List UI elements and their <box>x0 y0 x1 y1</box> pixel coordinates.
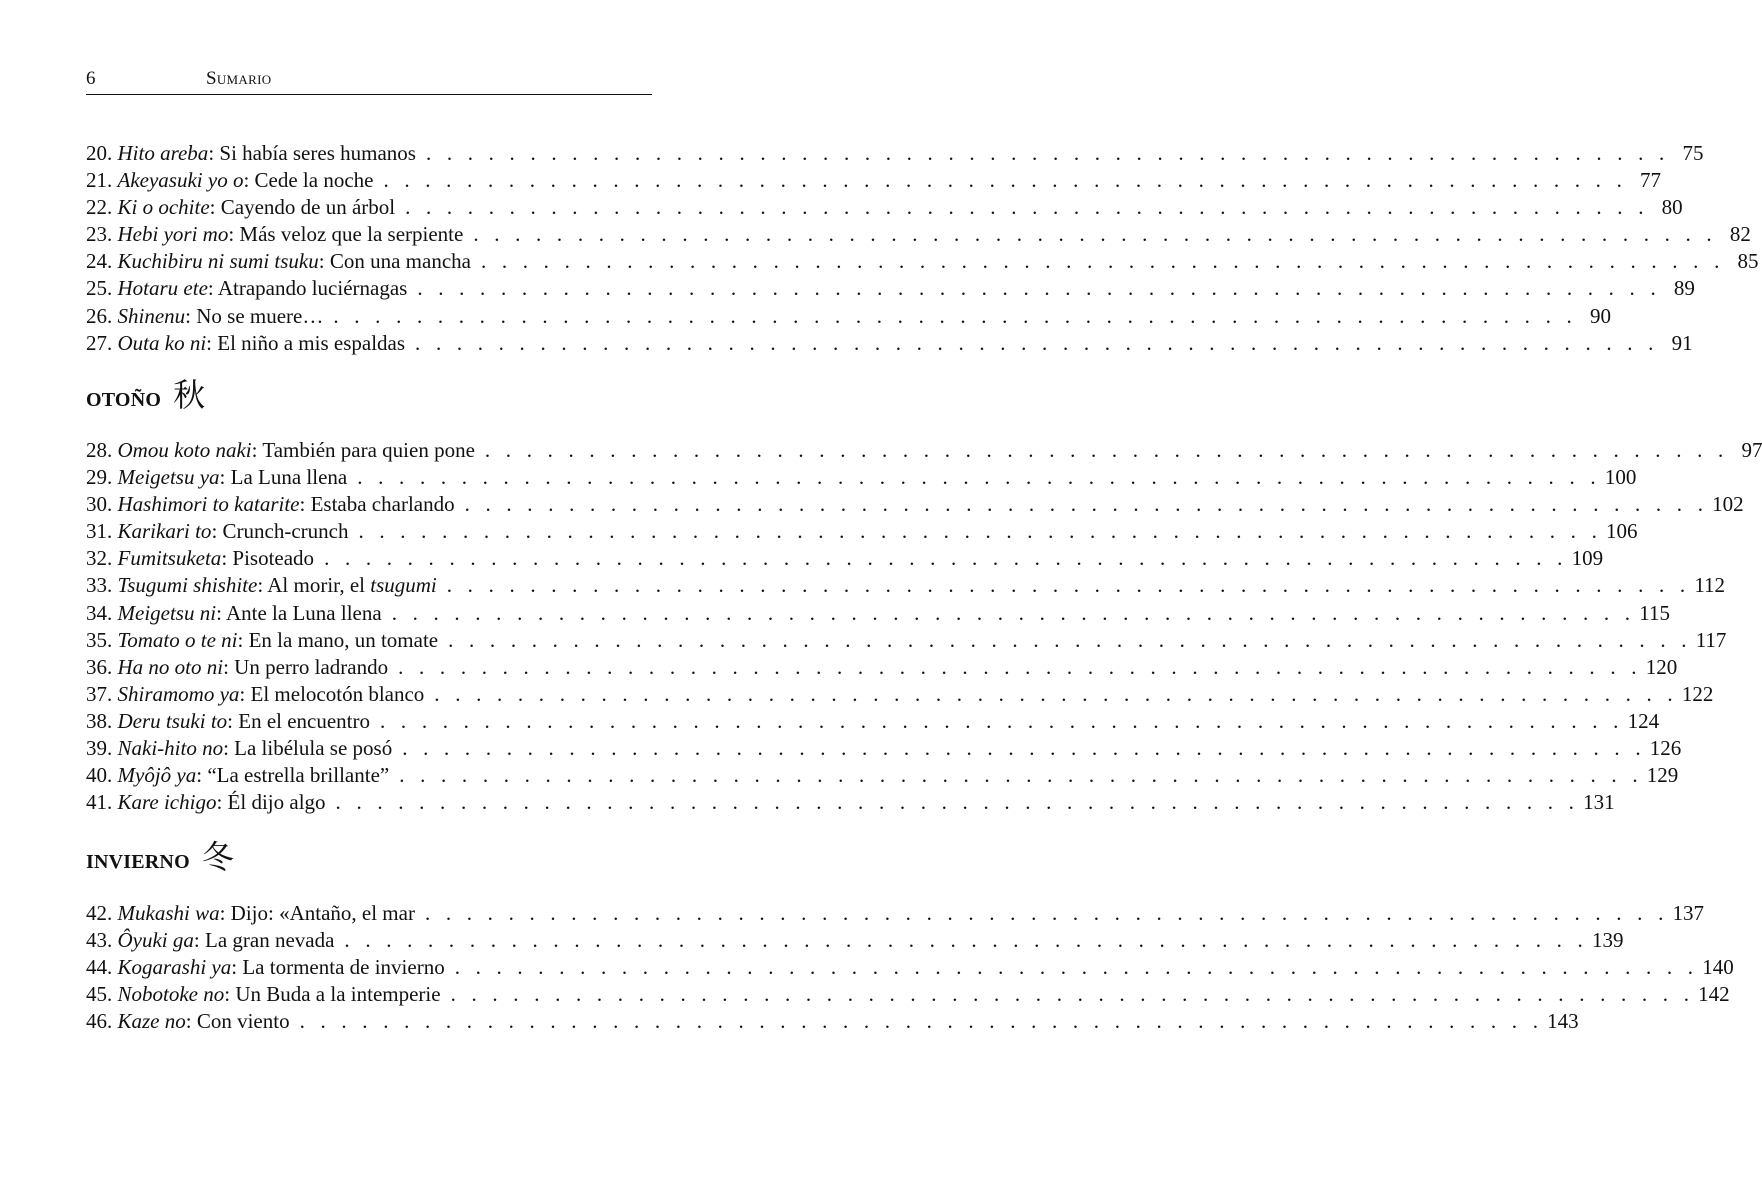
entry-spanish-title: : “La estrella brillante” <box>196 763 390 788</box>
entry-number: 25. <box>86 276 118 301</box>
entry-number: 46. <box>86 1009 118 1034</box>
entry-japanese-title: Meigetsu ni <box>117 600 217 625</box>
toc-entry[interactable] <box>86 221 1751 248</box>
toc-entry[interactable] <box>86 464 1637 491</box>
toc-entry[interactable] <box>86 572 1726 599</box>
entry-spanish-title: : Si había seres humanos <box>208 141 416 165</box>
section-heading-otono <box>86 370 205 416</box>
entry-page-number: 102 <box>1712 492 1744 517</box>
toc-entry-title <box>86 708 370 735</box>
entry-japanese-title: Hito areba <box>117 141 209 165</box>
toc-entry-title <box>86 735 392 762</box>
toc-entry-title <box>86 900 415 927</box>
entry-page-number: 90 <box>1589 303 1611 328</box>
entry-page-number: 100 <box>1604 465 1637 490</box>
entry-page-number: 129 <box>1646 763 1679 788</box>
entry-number: 21. <box>86 168 118 193</box>
dot-leader: . . . . . . . . . . . . . . . . . . . . . . . . . . . . . . . . . . . . . . . . . . . . . . . . . . . . . . . . . . . . <box>448 627 1692 652</box>
toc-entry[interactable] <box>86 437 1762 464</box>
entry-japanese-title: Omou koto naki <box>117 438 252 462</box>
entry-spanish-title: : No se muere… <box>185 303 324 328</box>
section-title: OTOÑO <box>86 389 162 411</box>
entry-spanish-title: : También para quien pone <box>251 438 475 462</box>
entry-page-number: 82 <box>1729 222 1751 247</box>
dot-leader: . . . . . . . . . . . . . . . . . . . . . . . . . . . . . . . . . . . . . . . . . . . . . . . . . . . . . . . . . . . . <box>333 303 1577 328</box>
entry-spanish-title: : El melocotón blanco <box>239 681 425 706</box>
toc-entry[interactable] <box>86 248 1759 275</box>
entry-spanish-title: : Atrapando luciérnagas <box>207 276 408 301</box>
dot-leader: . . . . . . . . . . . . . . . . . . . . . . . . . . . . . . . . . . . . . . . . . . . . . . . . . . . . . . . . . . . . <box>380 708 1624 733</box>
entry-number: 30. <box>86 492 118 517</box>
toc-entry[interactable] <box>86 303 1611 330</box>
entry-number: 40. <box>86 763 118 788</box>
entry-spanish-title: : Dijo: «Antaño, el mar <box>219 901 415 925</box>
entry-page-number: 137 <box>1672 901 1705 925</box>
dot-leader: . . . . . . . . . . . . . . . . . . . . . . . . . . . . . . . . . . . . . . . . . . . . . . . . . . . . . . . . . . . . <box>324 546 1568 571</box>
toc-entry[interactable] <box>86 900 1705 927</box>
toc-entry-title <box>86 545 314 572</box>
entry-page-number: 112 <box>1694 573 1726 598</box>
toc-entry[interactable] <box>86 981 1730 1008</box>
toc-entry[interactable] <box>86 954 1734 981</box>
toc-entry[interactable] <box>86 545 1604 572</box>
entry-page-number: 131 <box>1583 790 1615 815</box>
entry-number: 22. <box>86 195 118 220</box>
entry-number: 26. <box>86 303 118 328</box>
toc-entry[interactable] <box>86 194 1683 221</box>
toc-entry[interactable] <box>86 275 1695 302</box>
dot-leader: . . . . . . . . . . . . . . . . . . . . . . . . . . . . . . . . . . . . . . . . . . . . . . . . . . . . . . . . . . . . <box>399 763 1643 788</box>
toc-entry-title <box>86 140 416 167</box>
entry-page-number: 142 <box>1698 982 1730 1007</box>
toc-entry[interactable] <box>86 789 1615 816</box>
entry-spanish-title: : Ante la Luna llena <box>216 600 382 625</box>
toc-entry-title <box>86 789 326 816</box>
entry-japanese-title: Hotaru ete <box>117 276 208 301</box>
entry-spanish-title: : Un Buda a la intemperie <box>224 982 441 1007</box>
entry-page-number: 97 <box>1741 438 1762 462</box>
dot-leader: . . . . . . . . . . . . . . . . . . . . . . . . . . . . . . . . . . . . . . . . . . . . . . . . . . . . . . . . . . . . <box>335 790 1580 815</box>
toc-entry-title <box>86 762 389 789</box>
toc-entry[interactable] <box>86 491 1744 518</box>
entry-page-number: 120 <box>1645 654 1678 679</box>
entry-japanese-title: Hashimori to katarite <box>117 492 300 517</box>
entry-japanese-title: Ki o ochite <box>117 195 210 220</box>
entry-spanish-title: : Más veloz que la serpiente <box>228 222 464 247</box>
toc-entry-title <box>86 1008 290 1035</box>
entry-spanish-title: : La tormenta de invierno <box>231 955 445 980</box>
entry-spanish-title: : Pisoteado <box>221 546 315 571</box>
toc-section-spring <box>86 140 1759 357</box>
entry-number: 39. <box>86 736 118 761</box>
entry-spanish-title: : Estaba charlando <box>299 492 455 517</box>
entry-number: 45. <box>86 982 118 1007</box>
toc-entry-title <box>86 600 382 627</box>
entry-spanish-title: : Cayendo de un árbol <box>209 195 396 220</box>
entry-japanese-title: Ha no oto ni <box>117 654 224 679</box>
toc-entry[interactable] <box>86 654 1678 681</box>
entry-page-number: 77 <box>1640 168 1662 193</box>
entry-number: 28. <box>86 438 118 462</box>
entry-page-number: 117 <box>1695 627 1727 652</box>
section-kanji: 秋 <box>173 376 206 414</box>
toc-entry-title <box>86 437 475 464</box>
page-number: 6 <box>86 68 96 89</box>
entry-spanish-title: : La gran nevada <box>193 928 335 953</box>
entry-number: 36. <box>86 654 118 679</box>
toc-entry[interactable] <box>86 140 1704 167</box>
entry-page-number: 75 <box>1682 141 1704 165</box>
entry-number: 23. <box>86 222 118 247</box>
toc-entry-title <box>86 654 388 681</box>
dot-leader: . . . . . . . . . . . . . . . . . . . . . . . . . . . . . . . . . . . . . . . . . . . . . . . . . . . . . . . . . . . . <box>383 168 1628 193</box>
toc-entry[interactable] <box>86 518 1638 545</box>
entry-japanese-title: Tsugumi shishite <box>117 573 258 598</box>
entry-spanish-title: : Él dijo algo <box>216 790 326 815</box>
entry-spanish-title: : Con viento <box>185 1009 290 1034</box>
toc-section-otono <box>86 437 1762 816</box>
dot-leader: . . . . . . . . . . . . . . . . . . . . . . . . . . . . . . . . . . . . . . . . . . . . . . . . . . . . . . . . . . . . <box>454 955 1699 980</box>
toc-entry-title <box>86 221 463 248</box>
dot-leader: . . . . . . . . . . . . . . . . . . . . . . . . . . . . . . . . . . . . . . . . . . . . . . . . . . . . . . . . . . . . <box>450 982 1695 1007</box>
entry-number: 38. <box>86 708 118 733</box>
entry-number: 29. <box>86 465 118 490</box>
entry-spanish-title: : En la mano, un tomate <box>237 627 439 652</box>
toc-entry[interactable] <box>86 167 1662 194</box>
entry-japanese-title: Karikari to <box>117 519 212 544</box>
entry-page-number: 85 <box>1737 249 1759 274</box>
dot-leader: . . . . . . . . . . . . . . . . . . . . . . . . . . . . . . . . . . . . . . . . . . . . . . . . . . . . . . . . . . . . <box>405 195 1649 220</box>
dot-leader: . . . . . . . . . . . . . . . . . . . . . . . . . . . . . . . . . . . . . . . . . . . . . . . . . . . . . . . . . . . . <box>398 654 1642 679</box>
entry-page-number: 124 <box>1627 708 1660 733</box>
dot-leader: . . . . . . . . . . . . . . . . . . . . . . . . . . . . . . . . . . . . . . . . . . . . . . . . . . . . . . . . . . . . <box>402 736 1646 761</box>
dot-leader: . . . . . . . . . . . . . . . . . . . . . . . . . . . . . . . . . . . . . . . . . . . . . . . . . . . . . . . . . . . . <box>434 681 1678 706</box>
entry-number: 32. <box>86 546 118 571</box>
entry-number: 33. <box>86 573 118 598</box>
entry-number: 41. <box>86 790 118 815</box>
entry-japanese-title: Fumitsuketa <box>117 546 222 571</box>
entry-page-number: 106 <box>1606 519 1638 544</box>
toc-entry-title <box>86 464 347 491</box>
entry-number: 20. <box>86 141 118 165</box>
dot-leader: . . . . . . . . . . . . . . . . . . . . . . . . . . . . . . . . . . . . . . . . . . . . . . . . . . . . . . . . . . . . <box>344 928 1588 953</box>
toc-section-invierno <box>86 900 1734 1035</box>
entry-number: 31. <box>86 519 118 544</box>
toc-entry[interactable] <box>86 927 1624 954</box>
entry-number: 34. <box>86 600 118 625</box>
dot-leader: . . . . . . . . . . . . . . . . . . . . . . . . . . . . . . . . . . . . . . . . . . . . . . . . . . . . . . . . . . . . <box>425 141 1670 165</box>
dot-leader: . . . . . . . . . . . . . . . . . . . . . . . . . . . . . . . . . . . . . . . . . . . . . . . . . . . . . . . . . . . . <box>484 438 1729 462</box>
dot-leader: . . . . . . . . . . . . . . . . . . . . . . . . . . . . . . . . . . . . . . . . . . . . . . . . . . . . . . . . . . . . <box>473 222 1717 247</box>
entry-spanish-title: : Un perro ladrando <box>223 654 389 679</box>
entry-japanese-title: Akeyasuki yo o <box>117 168 244 193</box>
entry-page-number: 122 <box>1681 681 1714 706</box>
entry-number: 27. <box>86 330 118 355</box>
toc-entry-title <box>86 303 323 330</box>
toc-entry-title <box>86 275 407 302</box>
dot-leader: . . . . . . . . . . . . . . . . . . . . . . . . . . . . . . . . . . . . . . . . . . . . . . . . . . . . . . . . . . . . <box>424 901 1669 925</box>
entry-japanese-title: Kaze no <box>117 1009 186 1034</box>
dot-leader: . . . . . . . . . . . . . . . . . . . . . . . . . . . . . . . . . . . . . . . . . . . . . . . . . . . . . . . . . . . . <box>391 600 1636 625</box>
entry-japanese-title: Meigetsu ya <box>117 465 220 490</box>
toc-entry[interactable] <box>86 708 1660 735</box>
toc-entry[interactable] <box>86 330 1693 357</box>
entry-number: 24. <box>86 249 118 274</box>
toc-entry-title <box>86 954 445 981</box>
dot-leader: . . . . . . . . . . . . . . . . . . . . . . . . . . . . . . . . . . . . . . . . . . . . . . . . . . . . . . . . . . . . <box>417 276 1661 301</box>
section-title: INVIERNO <box>86 851 190 873</box>
toc-entry-title <box>86 681 424 708</box>
entry-number: 35. <box>86 627 118 652</box>
toc-entry[interactable] <box>86 1008 1579 1035</box>
entry-page-number: 109 <box>1571 546 1604 571</box>
entry-japanese-title: Shinenu <box>117 303 186 328</box>
toc-entry-title <box>86 518 348 545</box>
toc-entry[interactable] <box>86 600 1670 627</box>
entry-japanese-title: Kogarashi ya <box>117 955 232 980</box>
entry-japanese-title: Nobotoke no <box>117 982 225 1007</box>
toc-entry-title <box>86 167 373 194</box>
entry-page-number: 80 <box>1661 195 1683 220</box>
toc-entry-title <box>86 927 334 954</box>
entry-japanese-title: Naki-hito no <box>117 736 224 761</box>
entry-spanish-title: : La libélula se posó <box>223 736 393 761</box>
toc-entry-title <box>86 572 437 599</box>
toc-entry[interactable] <box>86 681 1714 708</box>
dot-leader: . . . . . . . . . . . . . . . . . . . . . . . . . . . . . . . . . . . . . . . . . . . . . . . . . . . . . . . . . . . . <box>480 249 1725 274</box>
toc-page <box>86 0 1762 1181</box>
toc-entry[interactable] <box>86 627 1727 654</box>
dot-leader: . . . . . . . . . . . . . . . . . . . . . . . . . . . . . . . . . . . . . . . . . . . . . . . . . . . . . . . . . . . . <box>357 465 1601 490</box>
entry-number: 42. <box>86 901 118 925</box>
entry-page-number: 115 <box>1639 600 1670 625</box>
entry-japanese-title: Myôjô ya <box>117 763 197 788</box>
entry-page-number: 140 <box>1702 955 1734 980</box>
entry-japanese-title: Outa ko ni <box>117 330 207 355</box>
entry-number: 37. <box>86 681 118 706</box>
dot-leader: . . . . . . . . . . . . . . . . . . . . . . . . . . . . . . . . . . . . . . . . . . . . . . . . . . . . . . . . . . . . <box>446 573 1691 598</box>
running-header <box>86 66 652 95</box>
section-kanji: 冬 <box>201 838 234 876</box>
toc-entry[interactable] <box>86 735 1682 762</box>
toc-entry-title <box>86 981 441 1008</box>
toc-entry-title <box>86 330 405 357</box>
section-heading-invierno <box>86 832 234 878</box>
entry-spanish-title: : El niño a mis espaldas <box>206 330 406 355</box>
dot-leader: . . . . . . . . . . . . . . . . . . . . . . . . . . . . . . . . . . . . . . . . . . . . . . . . . . . . . . . . . . . . <box>358 519 1603 544</box>
entry-page-number: 126 <box>1649 736 1682 761</box>
entry-japanese-title: Kuchibiru ni sumi tsuku <box>117 249 319 274</box>
entry-number: 43. <box>86 928 118 953</box>
entry-japanese-title: Deru tsuki to <box>117 708 228 733</box>
entry-page-number: 143 <box>1547 1009 1579 1034</box>
entry-spanish-title: : Al morir, el <box>257 573 371 598</box>
dot-leader: . . . . . . . . . . . . . . . . . . . . . . . . . . . . . . . . . . . . . . . . . . . . . . . . . . . . . . . . . . . . <box>415 330 1659 355</box>
entry-japanese-term: tsugumi <box>370 573 437 598</box>
entry-spanish-title: : Cede la noche <box>243 168 374 193</box>
entry-japanese-title: Hebi yori mo <box>117 222 229 247</box>
entry-spanish-title: : La Luna llena <box>219 465 348 490</box>
entry-spanish-title: : Con una mancha <box>318 249 471 274</box>
entry-number: 44. <box>86 955 118 980</box>
entry-japanese-title: Tomato o te ni <box>117 627 238 652</box>
toc-entry-title <box>86 194 395 221</box>
entry-page-number: 89 <box>1673 276 1695 301</box>
entry-spanish-title: : En el encuentro <box>227 708 371 733</box>
dot-leader: . . . . . . . . . . . . . . . . . . . . . . . . . . . . . . . . . . . . . . . . . . . . . . . . . . . . . . . . . . . . <box>299 1009 1544 1034</box>
toc-entry[interactable] <box>86 762 1679 789</box>
toc-entry-title <box>86 248 471 275</box>
entry-japanese-title: Ôyuki ga <box>117 928 194 953</box>
entry-japanese-title: Shiramomo ya <box>117 681 240 706</box>
entry-japanese-title: Kare ichigo <box>117 790 217 815</box>
running-title: Sumario <box>206 68 272 89</box>
entry-page-number: 91 <box>1671 330 1693 355</box>
entry-japanese-title: Mukashi wa <box>117 901 220 925</box>
toc-entry-title <box>86 491 455 518</box>
toc-entry-title <box>86 627 438 654</box>
entry-page-number: 139 <box>1591 928 1624 953</box>
entry-spanish-title: : Crunch-crunch <box>211 519 349 544</box>
dot-leader: . . . . . . . . . . . . . . . . . . . . . . . . . . . . . . . . . . . . . . . . . . . . . . . . . . . . . . . . . . . . <box>464 492 1709 517</box>
